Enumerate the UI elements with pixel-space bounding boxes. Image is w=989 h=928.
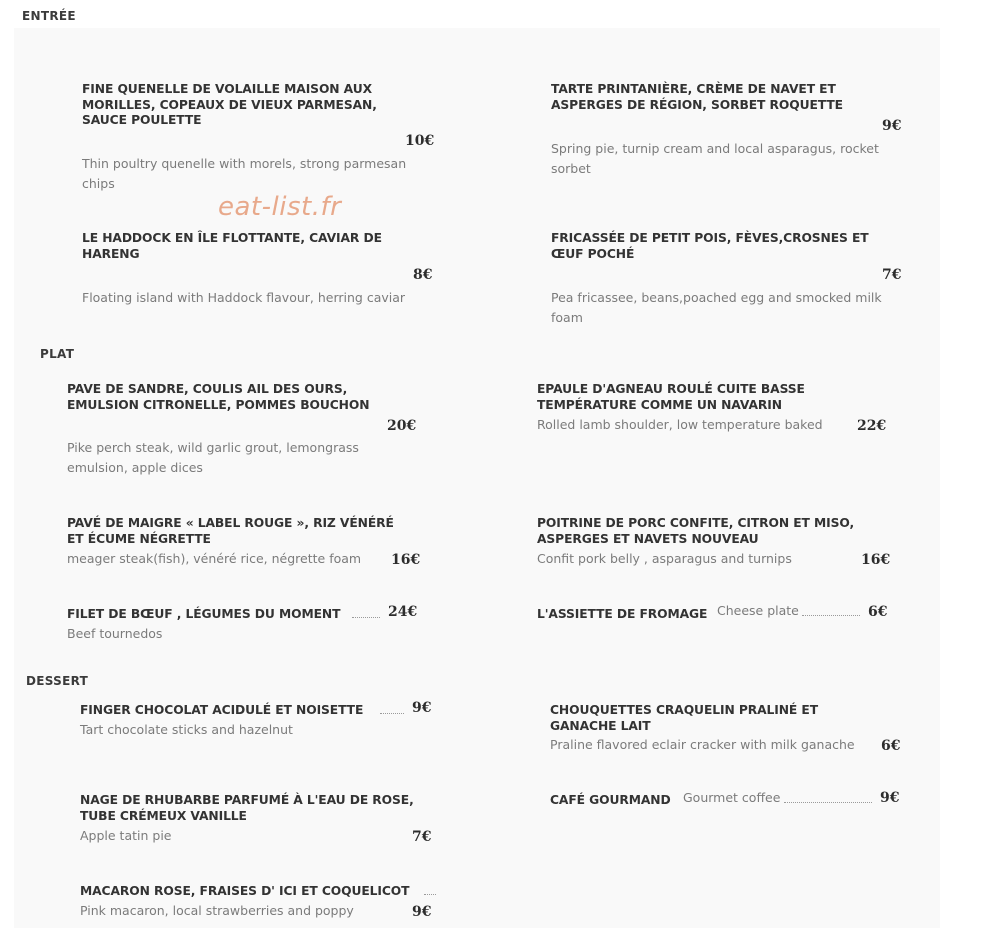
- menu-item-description: Cheese plate: [717, 603, 799, 618]
- dotted-leader: [352, 617, 380, 618]
- menu-item-description: Gourmet coffee: [683, 790, 781, 805]
- section-title-entree: ENTRÉE: [22, 9, 76, 23]
- menu-item-title: TARTE PRINTANIÈRE, CRÈME DE NAVET ET ASPERGES DE RÉGION, SORBET ROQUETTE: [551, 82, 843, 112]
- menu-item-title: CAFÉ GOURMAND: [550, 793, 671, 807]
- menu-item: [80, 793, 440, 824]
- watermark: eat-list.fr: [218, 192, 342, 222]
- dotted-leader: [380, 713, 404, 714]
- menu-item-price: 10€: [405, 133, 435, 149]
- menu-item-price: 9€: [880, 790, 900, 806]
- menu-item-description: Confit pork belly , asparagus and turnips: [537, 551, 792, 566]
- menu-item-title: FINE QUENELLE DE VOLAILLE MAISON AUX MORILLES, COPEAUX DE VIEUX PARMESAN, SAUCE POULETTE: [82, 82, 377, 127]
- menu-item-price: 6€: [868, 604, 888, 620]
- menu-item-price: 7€: [412, 829, 432, 845]
- menu-item-description: Praline flavored eclair cracker with milk ganache: [550, 737, 855, 752]
- menu-item-description: Beef tournedos: [67, 626, 163, 641]
- menu-item-price: 6€: [881, 738, 901, 754]
- menu-item-description: Spring pie, turnip cream and local asparagus, rocket sorbet: [551, 141, 879, 176]
- menu-item-price: 20€: [387, 418, 417, 434]
- menu-item: [82, 82, 402, 129]
- menu-item-price: 9€: [882, 118, 902, 134]
- menu-item-title: FILET DE BŒUF , LÉGUMES DU MOMENT: [67, 607, 341, 621]
- menu-item-title: FINGER CHOCOLAT ACIDULÉ ET NOISETTE: [80, 703, 364, 717]
- menu-item: [550, 703, 850, 734]
- menu-item-title: FRICASSÉE DE PETIT POIS, FÈVES,CROSNES ET ŒUF POCHÉ: [551, 231, 869, 261]
- menu-item-price: 9€: [412, 700, 432, 716]
- menu-item-price: 16€: [861, 552, 891, 568]
- menu-item: [551, 231, 881, 262]
- menu-item: [67, 516, 407, 547]
- menu-item-description: Thin poultry quenelle with morels, strong parmesan chips: [82, 156, 407, 191]
- menu-item-description: Pike perch steak, wild garlic grout, lemongrass emulsion, apple dices: [67, 440, 359, 475]
- menu-item: [82, 231, 402, 262]
- menu-item-price: 24€: [388, 604, 418, 620]
- menu-item-description: Pink macaron, local strawberries and poppy: [80, 903, 354, 918]
- menu-item: [67, 382, 397, 413]
- menu-item-price: 7€: [882, 267, 902, 283]
- menu-item-description: meager steak(fish), vénéré rice, négrette foam: [67, 551, 362, 566]
- menu-item-title: POITRINE DE PORC CONFITE, CITRON ET MISO, ASPERGES ET NAVETS NOUVEAU: [537, 516, 855, 546]
- menu-item-title: PAVÉ DE MAIGRE « LABEL ROUGE », RIZ VÉNÉRÉ ET ÉCUME NÉGRETTE: [67, 516, 394, 546]
- menu-item-description: Apple tatin pie: [80, 828, 172, 843]
- menu-item: [537, 516, 877, 547]
- menu-item: [551, 82, 871, 113]
- dotted-leader: [802, 615, 860, 616]
- section-title-plat: PLAT: [40, 347, 75, 361]
- menu-item-description: Rolled lamb shoulder, low temperature baked: [537, 417, 823, 432]
- section-title-dessert: DESSERT: [26, 674, 89, 688]
- menu-item-description: Floating island with Haddock flavour, herring caviar: [82, 290, 406, 305]
- menu-item-title: L'ASSIETTE DE FROMAGE: [537, 607, 708, 621]
- menu-item-title: NAGE DE RHUBARBE PARFUMÉ À L'EAU DE ROSE, TUBE CRÉMEUX VANILLE: [80, 793, 414, 823]
- menu-item-title: LE HADDOCK EN ÎLE FLOTTANTE, CAVIAR DE HARENG: [82, 231, 382, 261]
- menu-item-price: 9€: [412, 904, 432, 920]
- dotted-leader: [424, 894, 436, 895]
- dotted-leader: [784, 802, 872, 803]
- menu-item-description: Pea fricassee, beans,poached egg and smocked milk foam: [551, 290, 882, 325]
- menu-item-title: MACARON ROSE, FRAISES D' ICI ET COQUELICOT: [80, 884, 410, 898]
- menu-item-title: PAVE DE SANDRE, COULIS AIL DES OURS, EMULSION CITRONELLE, POMMES BOUCHON: [67, 382, 370, 412]
- menu-item-price: 22€: [857, 418, 887, 434]
- menu-item: [537, 382, 837, 413]
- menu-item-title: EPAULE D'AGNEAU ROULÉ CUITE BASSE TEMPÉRATURE COMME UN NAVARIN: [537, 382, 805, 412]
- menu-item-price: 8€: [413, 267, 433, 283]
- menu-item-description: Tart chocolate sticks and hazelnut: [80, 722, 293, 737]
- menu-item-price: 16€: [391, 552, 421, 568]
- menu-item-title: CHOUQUETTES CRAQUELIN PRALINÉ ET GANACHE LAIT: [550, 703, 818, 733]
